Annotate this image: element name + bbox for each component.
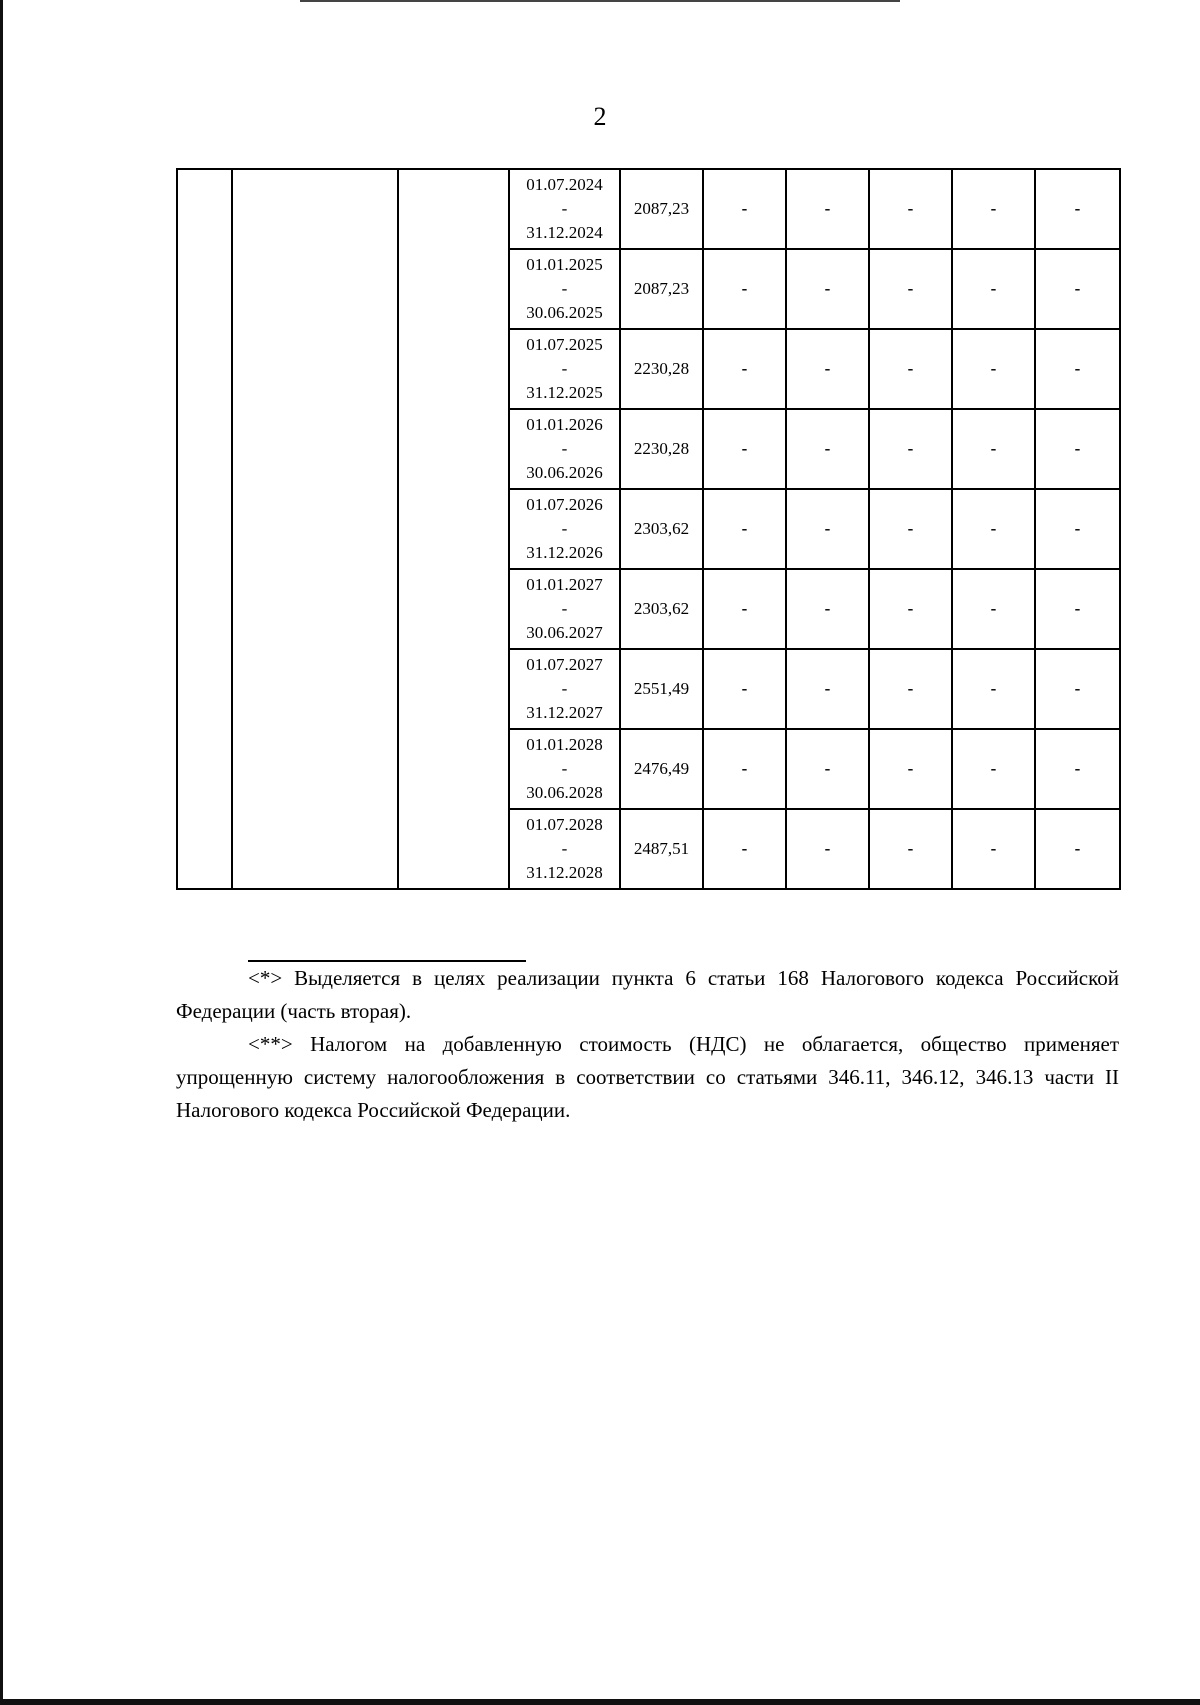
value-cell: - [952,329,1035,409]
value-cell: - [952,249,1035,329]
value-cell: - [703,729,786,809]
table-row [177,169,1120,249]
value-cell: - [869,649,952,729]
price-cell: 2551,49 [620,649,703,729]
value-cell: - [869,409,952,489]
value-cell: - [703,569,786,649]
value-cell: - [869,729,952,809]
value-cell: - [786,249,869,329]
scan-border-left [0,0,3,1705]
tariff-table [176,168,1121,890]
value-cell: - [786,329,869,409]
period-cell: 01.01.2026 - 30.06.2026 [509,409,620,489]
price-cell: 2303,62 [620,569,703,649]
period-cell: 01.07.2024 - 31.12.2024 [509,169,620,249]
period-cell: 01.01.2027 - 30.06.2027 [509,569,620,649]
merged-cell-2 [232,169,398,889]
value-cell: - [952,169,1035,249]
merged-cell-3 [398,169,509,889]
value-cell: - [869,809,952,889]
value-cell: - [1035,569,1120,649]
value-cell: - [1035,489,1120,569]
value-cell: - [1035,249,1120,329]
value-cell: - [703,249,786,329]
value-cell: - [786,409,869,489]
value-cell: - [786,489,869,569]
value-cell: - [1035,649,1120,729]
footnote-1: <*> Выделяется в целях реализации пункта 6 статьи 168 Налогового кодекса Российской Федерации (часть вторая). [176,966,1119,1023]
value-cell: - [952,569,1035,649]
value-cell: - [869,329,952,409]
value-cell: - [869,169,952,249]
merged-cell-1 [177,169,232,889]
page-number: 2 [593,102,607,131]
tariff-table-body [177,169,1120,889]
value-cell: - [703,169,786,249]
period-cell: 01.07.2027 - 31.12.2027 [509,649,620,729]
scan-border-top [300,0,900,2]
value-cell: - [869,569,952,649]
value-cell: - [952,489,1035,569]
value-cell: - [952,809,1035,889]
value-cell: - [703,489,786,569]
footnotes [176,962,1119,1127]
footnote-2: <**> Налогом на добавленную стоимость (НДС) не облагается, общество применяет упрощенную систему налогообложения в соответствии со статьями 346.11, 346.12, 346.13 части II Налогового кодекса Российской Федерации. [176,1032,1119,1122]
value-cell: - [786,809,869,889]
value-cell: - [703,409,786,489]
price-cell: 2303,62 [620,489,703,569]
value-cell: - [786,729,869,809]
scan-border-bottom [0,1699,1200,1705]
price-cell: 2087,23 [620,249,703,329]
value-cell: - [1035,329,1120,409]
period-cell: 01.01.2028 - 30.06.2028 [509,729,620,809]
value-cell: - [952,729,1035,809]
value-cell: - [786,649,869,729]
value-cell: - [952,649,1035,729]
value-cell: - [786,569,869,649]
price-cell: 2476,49 [620,729,703,809]
value-cell: - [703,329,786,409]
period-cell: 01.07.2028 - 31.12.2028 [509,809,620,889]
value-cell: - [869,489,952,569]
value-cell: - [1035,169,1120,249]
value-cell: - [1035,409,1120,489]
value-cell: - [786,169,869,249]
period-cell: 01.07.2025 - 31.12.2025 [509,329,620,409]
value-cell: - [703,649,786,729]
price-cell: 2487,51 [620,809,703,889]
period-cell: 01.01.2025 - 30.06.2025 [509,249,620,329]
price-cell: 2087,23 [620,169,703,249]
value-cell: - [869,249,952,329]
value-cell: - [1035,809,1120,889]
period-cell: 01.07.2026 - 31.12.2026 [509,489,620,569]
value-cell: - [703,809,786,889]
price-cell: 2230,28 [620,329,703,409]
price-cell: 2230,28 [620,409,703,489]
value-cell: - [1035,729,1120,809]
value-cell: - [952,409,1035,489]
